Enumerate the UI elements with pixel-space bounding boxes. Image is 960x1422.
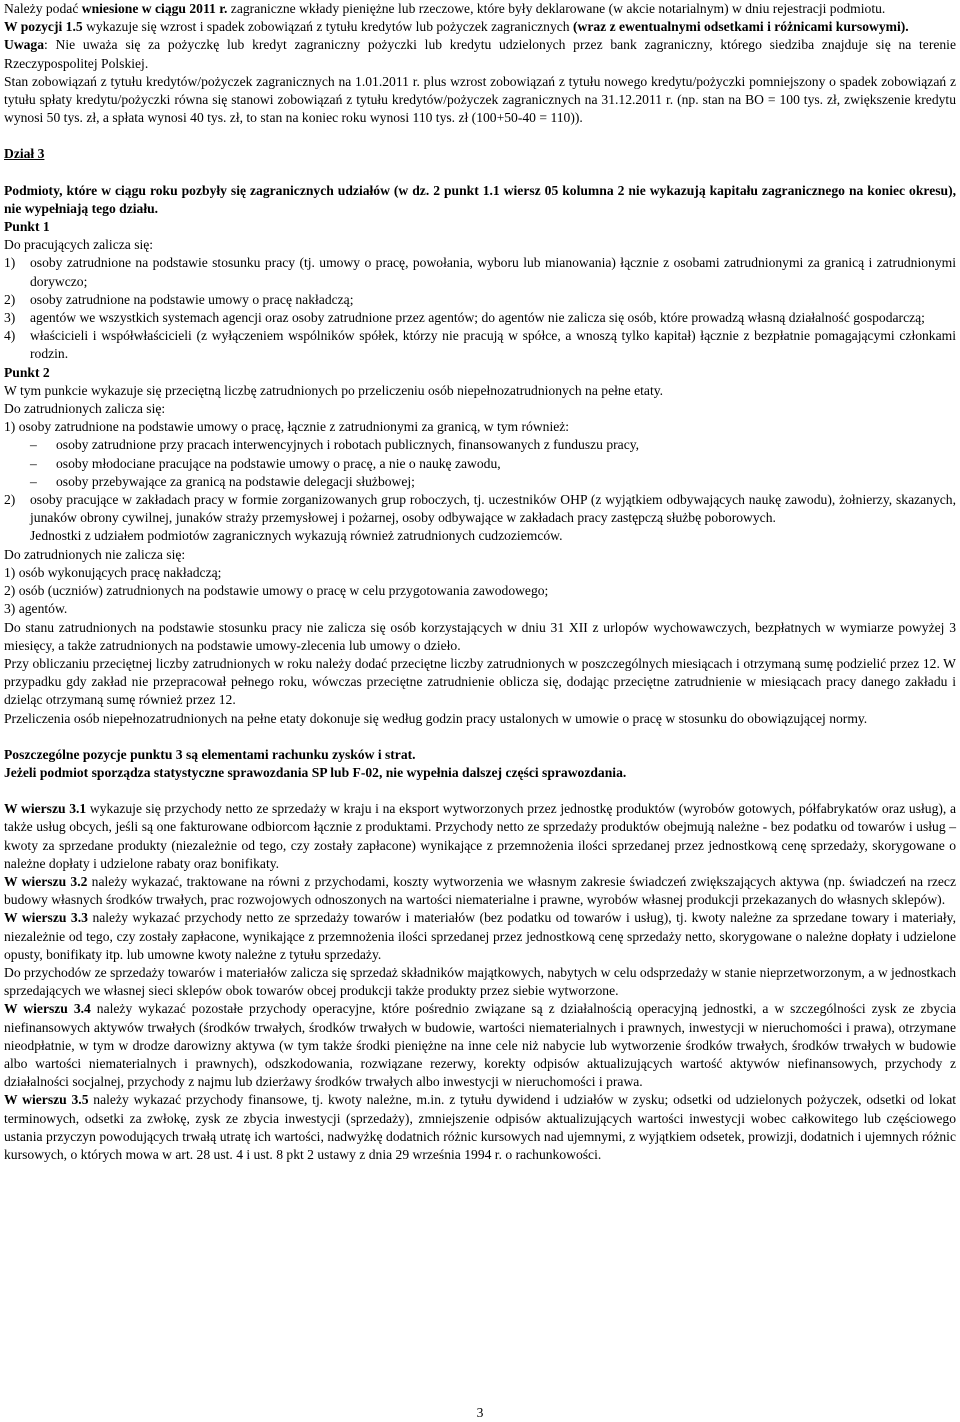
- row-3-3-paragraph: [4, 909, 956, 964]
- punkt-1-intro: Do pracujących zalicza się:: [4, 237, 154, 253]
- list-item: [4, 309, 956, 327]
- punkt-2-item-1: 1) osoby zatrudnione na podstawie umowy o pracę, łącznie z zatrudnionymi za granicą, w tym również:: [4, 419, 570, 435]
- row-text: należy wykazać pozostałe przychody operacyjne, które pośrednio związane są z działalnością operacyjną jednostki, a w szczególności zysk ze zbycia niefinansowych aktywów trwałych (środków trwałych, środków trwałych w budowie, wartości niematerialnych i prawnych, inwestycji w nieruchomości i prawa), otrzymane nieodpłatnie, w tym w drodze darowizny aktywa (w tym także środki pieniężne na inne cele niż nabycie lub wytworzenie środków trwałych, środków trwałych w budowie albo wartości niematerialnych i prawnych), odszkodowania, rozwiązane rezerwy, korekty odpisów aktualizujących wartość aktywów niefinansowych, przychody z działalności socjalnej, przychody z najmu lub dzierżawy środków trwałych albo inwestycji w nieruchomości i prawa.: [4, 1001, 956, 1090]
- dash-item: [4, 473, 956, 491]
- row-label: W wierszu 3.1: [4, 801, 87, 817]
- punkt-2-paragraph: Do zatrudnionych zalicza się:: [4, 401, 166, 417]
- row-3-2-paragraph: [4, 873, 956, 909]
- section-heading: [4, 145, 956, 163]
- row-label: W wierszu 3.5: [4, 1092, 89, 1108]
- exclusions-intro: Do zatrudnionych nie zalicza się:: [4, 546, 186, 562]
- intro-paragraph-1: [4, 0, 956, 18]
- section-heading-text: Dział 3: [4, 146, 45, 162]
- exclusion-item: 1) osób wykonujących pracę nakładczą;: [4, 564, 222, 580]
- list-item: [4, 254, 956, 290]
- row-label: W wierszu 3.4: [4, 1001, 91, 1017]
- list-item-text: osoby zatrudnione na podstawie umowy o pracę nakładczą;: [30, 291, 354, 307]
- intro-paragraph-3: [4, 36, 956, 72]
- punkt-2-title: Punkt 2: [4, 364, 50, 380]
- row-3-4-paragraph: [4, 1000, 956, 1091]
- list-item: [4, 291, 956, 309]
- exclusion-item: 3) agentów.: [4, 601, 68, 617]
- punkt-2-paragraph: Przeliczenia osób niepełnozatrudnionych na pełne etaty dokonuje się według godzin pracy ustalonych w umowie o pracę w stosunku do obowiązującej normy.: [4, 710, 868, 726]
- foreign-employees-note: Jednostki z udziałem podmiotów zagranicznych wykazują również zatrudnionych cudzoziemców.: [30, 528, 563, 544]
- row-text: należy wykazać, traktowane na równi z przychodami, koszty wytworzenia we własnym zakresie świadczeń zwiększających aktywa (np. świadczeń na rzecz budowy własnych środków trwałych, prac rozwojowych odnoszonych na wartości niematerialne i prawne, wyrobów własnej produkcji przekazanych do własnych sklepów).: [4, 873, 956, 908]
- dash-item: [4, 455, 956, 473]
- dash-item-text: osoby młodociane pracujące na podstawie umowy o pracę, a nie o naukę zawodu,: [56, 455, 501, 471]
- page-number: 3: [476, 1404, 484, 1420]
- list-item-number: 2): [4, 291, 16, 307]
- row-label: W wierszu 3.3: [4, 910, 88, 926]
- list-item-number: 2): [4, 492, 16, 508]
- row-3-1-paragraph: [4, 800, 956, 873]
- note-label: Uwaga: [4, 37, 45, 53]
- list-item-number: 1): [4, 255, 16, 271]
- dash-item-text: osoby zatrudnione przy pracach interwencyjnych i robotach publicznych, finansowanych z funduszu pracy,: [56, 437, 640, 453]
- list-item-text: osoby zatrudnione na podstawie stosunku pracy (tj. umowy o pracę, powołania, wyboru lub mianowania) łącznie z osobami zatrudnionymi za granicą i zatrudnionymi dorywczo;: [30, 255, 956, 289]
- intro-paragraph-2: [4, 18, 956, 36]
- list-item: [4, 327, 956, 363]
- intro-text: wykazuje się wzrost i spadek zobowiązań z tytułu kredytów lub pożyczek zagranicznych: [82, 19, 573, 35]
- punkt-2-paragraph: W tym punkcie wykazuje się przeciętną liczbę zatrudnionych po przeliczeniu osób niepełnozatrudnionych na pełne etaty.: [4, 382, 664, 398]
- section-lead: Podmioty, które w ciągu roku pozbyły się zagranicznych udziałów (w dz. 2 punkt 1.1 wiersz 05 kolumna 2 nie wykazują kapitału zagranicznego na koniec okresu), nie wypełniają tego działu.: [4, 182, 956, 216]
- list-item-text: osoby pracujące w zakładach pracy w formie zorganizowanych grup roboczych, tj. uczestników OHP (z wyjątkiem odbywających naukę zawodu), żołnierzy, skazanych, junaków obrony cywilnej, junaków straży przemysłowej i pożarnej, osoby odbywające w zakładach pracy zastępczą służbę poborowych.: [30, 492, 956, 526]
- punkt-2-item-2: [4, 491, 956, 527]
- note-text: : Nie uważa się za pożyczkę lub kredyt zagraniczny pożyczki lub kredytu udzielonych przez bank zagraniczny, którego siedziba znajduje się na terenie Rzeczypospolitej Polskiej.: [4, 37, 956, 71]
- dash-item: [4, 436, 956, 454]
- intro-paragraph-4: Stan zobowiązań z tytułu kredytów/pożyczek zagranicznych na 1.01.2011 r. plus wzrost zobowiązań z tytułu nowego kredytu/pożyczki pomniejszony o spadek zobowiązań z tytułu spłaty kredytu/pożyczki równa się stanowi zobowiązań z tytułu kredytów/pożyczek zagranicznych na 31.12.2011 r. (np. stan na BO = 100 tys. zł, zwiększenie kredytu wynosi 50 tys. zł, a spłata wynosi 40 tys. zł, to stan na koniec roku wynosi 110 tys. zł (100+50-40 = 110)).: [4, 73, 956, 126]
- intro-bold-text: (wraz z ewentualnymi odsetkami i różnicami kursowymi).: [573, 19, 909, 35]
- punkt-1-title: Punkt 1: [4, 219, 50, 235]
- list-item-text: właścicieli i współwłaścicieli (z wyłączeniem wspólników spółek, którzy nie pracują w spółce, a wnoszą tylko kapitał) łącznie z bezpłatnie pomagającymi członkami rodzin.: [30, 328, 956, 362]
- row-label: W wierszu 3.2: [4, 873, 88, 889]
- row-3-3-continuation: Do przychodów ze sprzedaży towarów i materiałów zalicza się sprzedaż składników majątkowych, nabytych w celu odsprzedaży w stanie nieprzetworzonym, a w jednostkach sprzedających we własnej sieci sklepów obok towarów obcej produkcji także produkty przez siebie wytworzone.: [4, 964, 956, 999]
- punkt-3-note: Jeżeli podmiot sporządza statystyczne sprawozdania SP lub F-02, nie wypełnia dalszej części sprawozdania.: [4, 764, 627, 780]
- row-text: należy wykazać przychody netto ze sprzedaży towarów i materiałów (bez podatku od towarów i usług), tj. kwoty należne za sprzedane towary i materiały, niezależnie od tego, czy zostały zapłacone, wynikające z przemnożenia ilości sprzedanej przez jednostkową cenę sprzedaży netto, skorygowane o należne dopłaty i udzielone opusty, bonifikaty itp. lub umowne kwoty należne z tytułu sprzedaży.: [4, 910, 956, 962]
- list-item-number: 3): [4, 310, 16, 326]
- list-item-number: 4): [4, 328, 16, 344]
- row-3-5-paragraph: [4, 1091, 956, 1164]
- dash-mark: –: [30, 455, 37, 471]
- punkt-2-paragraph: Do stanu zatrudnionych na podstawie stosunku pracy nie zalicza się osób korzystających w dniu 31 XII z urlopów wychowawczych, bezpłatnych w wymiarze powyżej 3 miesięcy, a także zatrudnionych na podstawie umowy-zlecenia lub umowy o dzieło.: [4, 619, 956, 653]
- punkt-3-note: Poszczególne pozycje punktu 3 są elementami rachunku zysków i strat.: [4, 746, 416, 762]
- list-item-text: agentów we wszystkich systemach agencji oraz osoby zatrudnione przez agentów; do agentów nie zalicza się osób, które prowadzą własną działalność gospodarczą;: [30, 310, 925, 326]
- dash-mark: –: [30, 473, 37, 489]
- intro-bold-text: wniesione w ciągu 2011 r.: [81, 1, 228, 16]
- intro-bold-label: W pozycji 1.5: [4, 19, 83, 35]
- row-text: należy wykazać przychody finansowe, tj. kwoty należne, m.in. z tytułu dywidend i udziałów w zysku; odsetki od udzielonych pożyczek, odsetki od lokat terminowych, odsetki za zwłokę, zysk ze zbycia inwestycji (sprzedaży), zmniejszenie odpisów aktualizujących wartości inwestycji wobec całkowitego lub częściowego ustania przyczyn powodujących trwałą utratę ich wartości, nadwyżkę dodatnich różnic kursowych nad ujemnymi, z wyjątkiem odsetek, prowizji, dodatnich i ujemnych różnic kursowych, o których mowa w art. 28 ust. 4 i ust. 8 pkt 2 ustawy z dnia 29 września 1994 r. o rachunkowości.: [4, 1092, 956, 1162]
- punkt-2-paragraph: Przy obliczaniu przeciętnej liczby zatrudnionych w roku należy dodać przeciętne liczby zatrudnionych w poszczególnych miesiącach i otrzymaną sumę podzielić przez 12. W przypadku gdy zakład nie przepracował pełnego roku, wówczas przeciętne zatrudnienie oblicza się, dodając przeciętne zatrudnienie w miesiącach pracy danego zakładu i dzieląc otrzymaną sumę również przez 12.: [4, 655, 956, 708]
- row-text: wykazuje się przychody netto ze sprzedaży w kraju i na eksport wytworzonych przez jednostkę produktów (wyrobów gotowych, półfabrykatów oraz usług), a także usług obcych, jeśli są one fakturowane odbiorcom łącznie z produktami. Przychody netto ze sprzedaży produktów obejmują należne - bez podatku od towarów i usług – kwoty za sprzedane produkty (niezależnie od tego, czy zostały zapłacone) wynikające z przemnożenia ilości sprzedanej przez jednostkową cenę sprzedaży, skorygowane o należne dopłaty i udzielone rabaty oraz bonifikaty.: [4, 801, 956, 871]
- dash-item-text: osoby przebywające za granicą na podstawie delegacji służbowej;: [56, 473, 415, 489]
- intro-text: Należy podać: [4, 1, 82, 16]
- exclusion-item: 2) osób (uczniów) zatrudnionych na podstawie umowy o pracę w celu przygotowania zawodowego;: [4, 583, 549, 599]
- dash-mark: –: [30, 437, 37, 453]
- intro-text: zagraniczne wkłady pieniężne lub rzeczowe, które były deklarowane (w akcie notarialnym) w dniu rejestracji podmiotu.: [227, 1, 886, 16]
